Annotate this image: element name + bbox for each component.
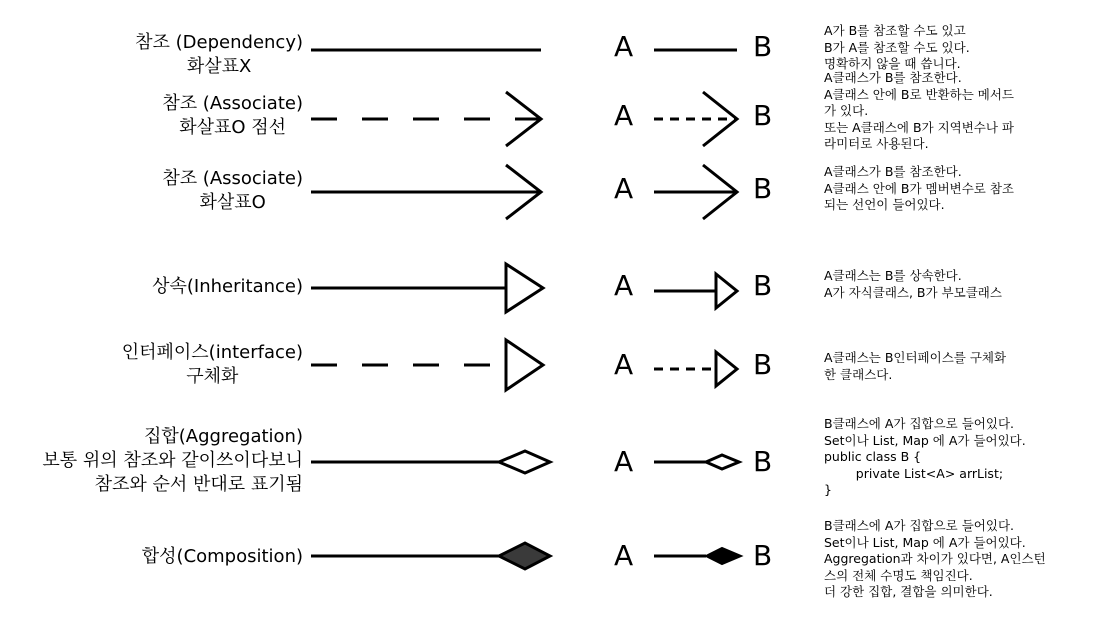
dependency-a-letter: A bbox=[614, 30, 634, 63]
desc-line: A클래스가 B를 참조한다. bbox=[824, 164, 962, 179]
aggregation-row-graphics bbox=[311, 451, 739, 473]
desc-line: 스의 전체 수명도 책임진다. bbox=[824, 567, 973, 583]
aggregation-description bbox=[824, 416, 1026, 499]
interface-description bbox=[824, 350, 1006, 383]
aggregation-b-letter: B bbox=[753, 445, 773, 478]
desc-line: B가 A를 참조할 수도 있다. bbox=[824, 39, 970, 55]
associate-dashed-description bbox=[824, 70, 1014, 153]
associate-solid-label-line-1: 참조 (Associate) bbox=[162, 168, 303, 189]
desc-line: Set이나 List, Map 에 A가 들어있다. bbox=[824, 534, 1026, 550]
desc-line: 또는 A클래스에 B가 지역변수나 파 bbox=[824, 119, 1014, 135]
desc-line: 가 있다. bbox=[824, 103, 869, 118]
desc-line: 라미터로 사용된다. bbox=[824, 136, 929, 151]
associate-dashed-label bbox=[162, 92, 303, 140]
associate-dashed-row-graphics bbox=[311, 92, 737, 146]
composition-label bbox=[142, 545, 303, 569]
desc-line: A클래스 안에 B가 멤버변수로 참조 bbox=[824, 180, 1014, 196]
associate-dashed-b-letter: B bbox=[753, 99, 773, 132]
associate-dashed-label-line-1: 참조 (Associate) bbox=[162, 93, 303, 114]
dependency-label-line-2: 화살표X bbox=[186, 56, 252, 77]
desc-line: 명확하지 않을 때 씁니다. bbox=[824, 56, 961, 71]
composition-right-diamond bbox=[706, 548, 741, 564]
inheritance-row-graphics bbox=[311, 264, 737, 312]
desc-line: Set이나 List, Map 에 A가 들어있다. bbox=[824, 432, 1026, 448]
composition-a-letter: A bbox=[614, 539, 634, 572]
inheritance-label-line-1: 상속(Inheritance) bbox=[152, 276, 303, 297]
interface-row-graphics bbox=[311, 340, 737, 390]
associate-solid-a-letter: A bbox=[614, 172, 634, 205]
desc-line: } bbox=[824, 482, 832, 497]
interface-right-triangle bbox=[716, 352, 737, 386]
desc-line: private List<A> arrList; bbox=[824, 465, 1004, 481]
aggregation-left-diamond bbox=[499, 451, 550, 473]
desc-line: A클래스가 B를 참조한다. bbox=[824, 70, 962, 85]
inheritance-label bbox=[152, 275, 303, 299]
associate-solid-b-letter: B bbox=[753, 172, 773, 205]
desc-line: B클래스에 A가 집합으로 들어있다. bbox=[824, 416, 1014, 431]
aggregation-a-letter: A bbox=[614, 445, 634, 478]
interface-label-line-1: 인터페이스(interface) bbox=[121, 342, 303, 363]
desc-line: A클래스 안에 B로 반환하는 메서드 bbox=[824, 86, 1014, 102]
dependency-label bbox=[135, 31, 303, 79]
composition-b-letter: B bbox=[753, 539, 773, 572]
interface-b-letter: B bbox=[753, 348, 773, 381]
interface-left-triangle bbox=[506, 340, 543, 390]
desc-line: A가 자식클래스, B가 부모클래스 bbox=[824, 284, 1002, 300]
desc-line: B클래스에 A가 집합으로 들어있다. bbox=[824, 518, 1014, 533]
interface-a-letter: A bbox=[614, 348, 634, 381]
inheritance-right-triangle bbox=[716, 274, 737, 308]
associate-dashed-label-line-2: 화살표O 점선 bbox=[179, 117, 287, 138]
desc-line: Aggregation과 차이가 있다면, A인스턴 bbox=[824, 551, 1046, 566]
associate-solid-row-graphics bbox=[311, 165, 737, 219]
composition-row-graphics bbox=[311, 543, 741, 569]
aggregation-label-line-1: 집합(Aggregation) bbox=[143, 426, 303, 447]
inheritance-left-triangle bbox=[506, 264, 543, 312]
desc-line: 되는 선언이 들어있다. bbox=[824, 197, 945, 212]
desc-line: 한 클래스다. bbox=[824, 366, 893, 382]
interface-label-line-2: 구체화 bbox=[186, 366, 239, 387]
associate-dashed-a-letter: A bbox=[614, 99, 634, 132]
desc-line: A클래스는 B인터페이스를 구체화 bbox=[824, 350, 1007, 365]
composition-description bbox=[824, 518, 1046, 601]
desc-line: A클래스는 B를 상속한다. bbox=[824, 268, 962, 283]
inheritance-b-letter: B bbox=[753, 269, 773, 302]
interface-label bbox=[122, 341, 303, 389]
desc-line: public class B { bbox=[824, 449, 922, 464]
inheritance-description bbox=[824, 268, 1002, 301]
associate-solid-label bbox=[162, 167, 303, 215]
dependency-b-letter: B bbox=[753, 30, 773, 63]
aggregation-label-line-2: 보통 위의 참조와 같이쓰이다보니 bbox=[42, 450, 303, 471]
associate-solid-label-line-2: 화살표O bbox=[199, 192, 266, 213]
desc-line: A가 B를 참조할 수도 있고 bbox=[824, 23, 966, 38]
aggregation-right-diamond bbox=[706, 455, 739, 469]
desc-line: 더 강한 집합, 결합을 의미한다. bbox=[824, 584, 993, 599]
dependency-description bbox=[824, 23, 970, 73]
inheritance-a-letter: A bbox=[614, 269, 634, 302]
composition-left-diamond bbox=[499, 543, 550, 569]
aggregation-label-line-3: 참조와 순서 반대로 표기됨 bbox=[94, 474, 303, 495]
composition-label-line-1: 합성(Composition) bbox=[141, 546, 303, 567]
aggregation-label bbox=[42, 425, 303, 497]
associate-solid-description bbox=[824, 164, 1014, 214]
dependency-label-line-1: 참조 (Dependency) bbox=[135, 32, 303, 53]
